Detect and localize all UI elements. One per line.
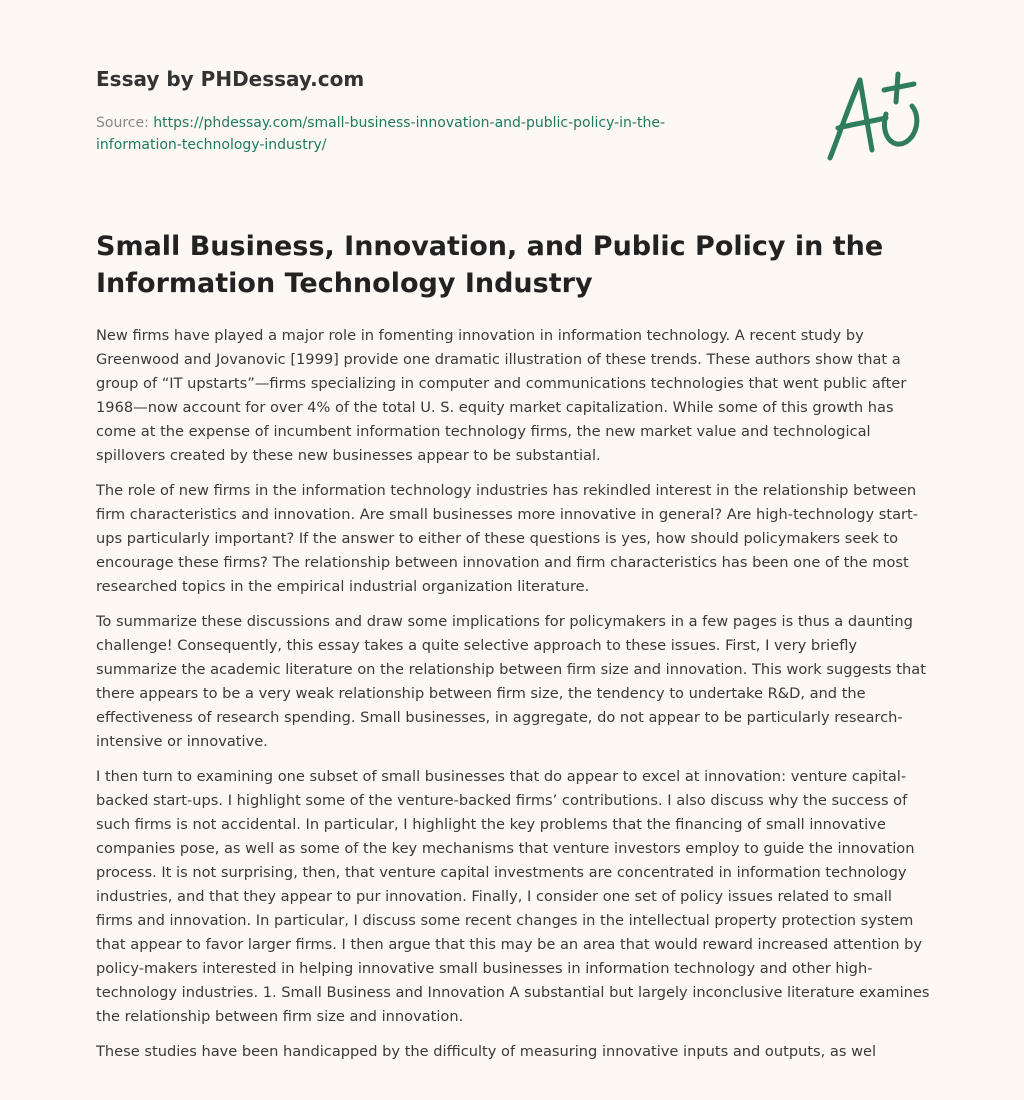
essay-paragraph: I then turn to examining one subset of small businesses that do appear to excel at innovation: venture capital-backed start-ups. I highlight some of the venture-backed firms’ contributions. I also discuss why the success of such firms is not accidental. In particular, I highlight the key problems that the financing of small innovative companies pose, as well as some of the key mechanisms that venture investors employ to guide the innovation process. It is not surprising, then, that venture capital investments are concentrated in information technology industries, and that they appear to pur innovation. Finally, I consider one set of policy issues related to small firms and innovation. In particular, I discuss some recent changes in the intellectual property protection system that appear to favor larger firms. I then argue that this may be an area that would reward increased attention by policy-makers interested in helping innovative small businesses in information technology and other high-technology industries. 1. Small Business and Innovation A substantial but largely inconclusive literature examines the relationship between firm size and innovation. [96, 768, 930, 1025]
source-label: Source: [96, 115, 154, 131]
essay-body [96, 324, 930, 1075]
essay-paragraph: The role of new firms in the information technology industries has rekindled interest in the relationship between firm characteristics and innovation. Are small businesses more innovative in general? Are high-technology start-ups particularly important? If the answer to either of these questions is yes, how should policymakers seek to encourage these firms? The relationship between innovation and firm characteristics has been one of the most researched topics in the empirical industrial organization literature. [96, 482, 919, 595]
essay-title: Small Business, Innovation, and Public Policy in the Information Technology Industry [96, 231, 884, 299]
essay-paragraph: New firms have played a major role in fomenting innovation in information technology. A recent study by Greenwood and Jovanovic [1999] provide one dramatic illustration of these trends. These authors show that a group of “IT upstarts”—firms specializing in computer and communications technologies that went public after 1968—now account for over 4% of the total U. S. equity market capitalization. While some of this growth has come at the expense of incumbent information technology firms, the new market value and technological spillovers created by these new businesses appear to be substantial. [96, 327, 907, 464]
essay-paragraph: To summarize these discussions and draw some implications for policymakers in a few pages is thus a daunting challenge! Consequently, this essay takes a quite selective approach to these issues. First, I very briefly summarize the academic literature on the relationship between firm size and innovation. This work suggests that there appears to be a very weak relationship between firm size, the tendency to undertake R&D, and the effectiveness of research spending. Small businesses, in aggregate, do not appear to be particularly research-intensive or innovative. [96, 613, 926, 750]
site-title: Essay by PHDessay.com [96, 67, 365, 91]
source-line [96, 112, 736, 156]
source-link[interactable]: https://phdessay.com/small-business-innovation-and-public-policy-in-the-information-technology-industry/ [96, 115, 666, 153]
a-plus-logo [820, 68, 928, 164]
essay-paragraph: These studies have been handicapped by the difficulty of measuring innovative inputs and outputs, as wel [96, 1043, 877, 1060]
